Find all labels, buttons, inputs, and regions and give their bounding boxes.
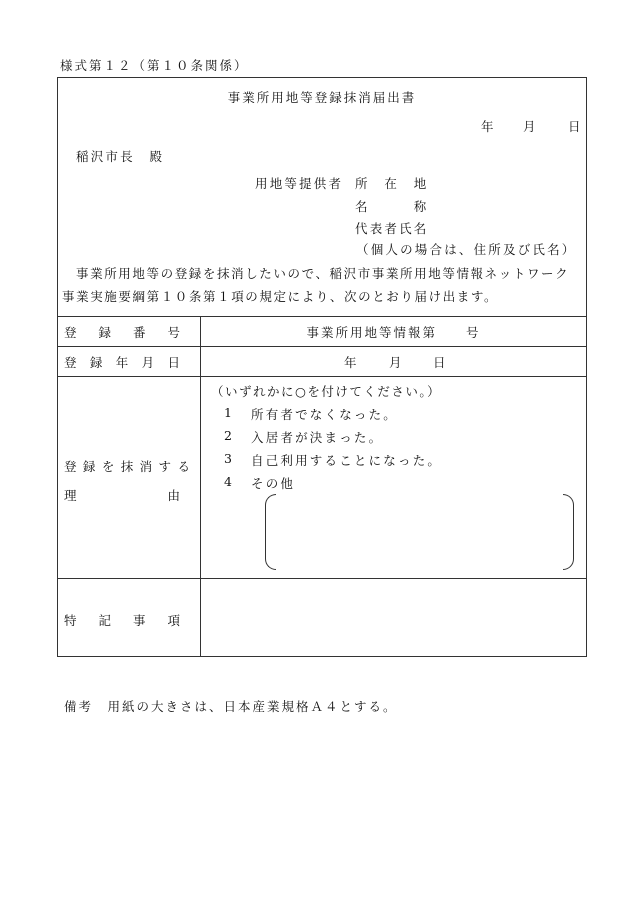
label-char: 録 <box>89 355 103 370</box>
provider-address-label: 所 在 地 <box>355 176 429 191</box>
provider-label: 用地等提供者 <box>255 176 344 191</box>
label-char: 登 <box>64 355 77 370</box>
label-char: 項 <box>167 613 180 628</box>
reason-label-line-1 <box>64 457 190 475</box>
divider-row-1 <box>57 346 587 347</box>
provider-representative-label: 代表者氏名 <box>355 221 429 236</box>
label-char: 月 <box>141 355 155 370</box>
reason-2-text[interactable]: 入居者が決まった。 <box>251 430 384 445</box>
label-char: 日 <box>167 355 180 370</box>
footer-note: 備考 用紙の大きさは、日本産業規格Ａ４とする。 <box>64 699 398 714</box>
form-title: 事業所用地等登録抹消届出書 <box>227 90 417 105</box>
label-char: 録 <box>82 459 96 474</box>
form-number-label: 様式第１２（第１０条関係） <box>60 58 249 73</box>
other-reason-input-area[interactable] <box>280 500 560 564</box>
label-char: 番 <box>132 325 146 340</box>
reason-3-text[interactable]: 自己利用することになった。 <box>251 453 443 468</box>
addressee: 稲沢市長 殿 <box>76 149 165 164</box>
reason-4-text[interactable]: その他 <box>251 476 296 491</box>
reason-instruction: （いずれかに○を付けてください。） <box>211 384 442 399</box>
reason-1-number: 1 <box>224 405 232 420</box>
registration-number-value: 事業所用地等情報第 号 <box>306 325 481 340</box>
label-char: 録 <box>98 325 111 340</box>
label-char: を <box>101 459 115 474</box>
divider-header <box>57 316 587 317</box>
registration-date-day: 日 <box>433 355 446 370</box>
registration-number-label <box>64 323 180 341</box>
provider-individual-note: （個人の場合は、住所及び氏名） <box>356 242 577 257</box>
label-char: す <box>158 459 172 474</box>
reason-4-number: 4 <box>224 474 232 489</box>
body-text-line-2: 事業実施要綱第１０条第１項の規定により、次のとおり届け出ます。 <box>62 289 499 304</box>
label-char: 理 <box>64 488 77 503</box>
registration-date-label <box>64 353 180 371</box>
label-char: 消 <box>139 459 153 474</box>
label-char: 抹 <box>120 459 134 474</box>
label-char: 由 <box>167 488 180 503</box>
registration-date-month: 月 <box>389 355 402 370</box>
date-month-label: 月 <box>523 119 536 134</box>
divider-row-2 <box>57 376 587 377</box>
reason-label-line-2 <box>64 486 180 504</box>
provider-name-label: 名 称 <box>355 199 429 214</box>
date-year-label: 年 <box>481 119 494 134</box>
label-char: 号 <box>167 325 180 340</box>
other-reason-bracket-right <box>563 494 574 570</box>
registration-date-year: 年 <box>344 355 357 370</box>
label-char: 年 <box>115 355 129 370</box>
label-char: 記 <box>98 613 111 628</box>
date-day-label: 日 <box>568 119 581 134</box>
column-divider <box>200 316 201 657</box>
remarks-input-area[interactable] <box>202 580 586 656</box>
label-char: 登 <box>64 325 77 340</box>
reason-3-number: 3 <box>224 451 232 466</box>
reason-2-number: 2 <box>224 428 232 443</box>
remarks-label <box>64 611 180 629</box>
reason-1-text[interactable]: 所有者でなくなった。 <box>251 407 399 422</box>
label-char: 特 <box>64 613 77 628</box>
label-char: る <box>177 459 190 474</box>
label-char: 事 <box>132 613 146 628</box>
divider-row-3 <box>57 578 587 579</box>
label-char: 登 <box>64 459 77 474</box>
body-text-line-1: 事業所用地等の登録を抹消したいので、稲沢市事業所用地等情報ネットワーク <box>76 266 570 281</box>
other-reason-bracket-left <box>265 494 276 570</box>
